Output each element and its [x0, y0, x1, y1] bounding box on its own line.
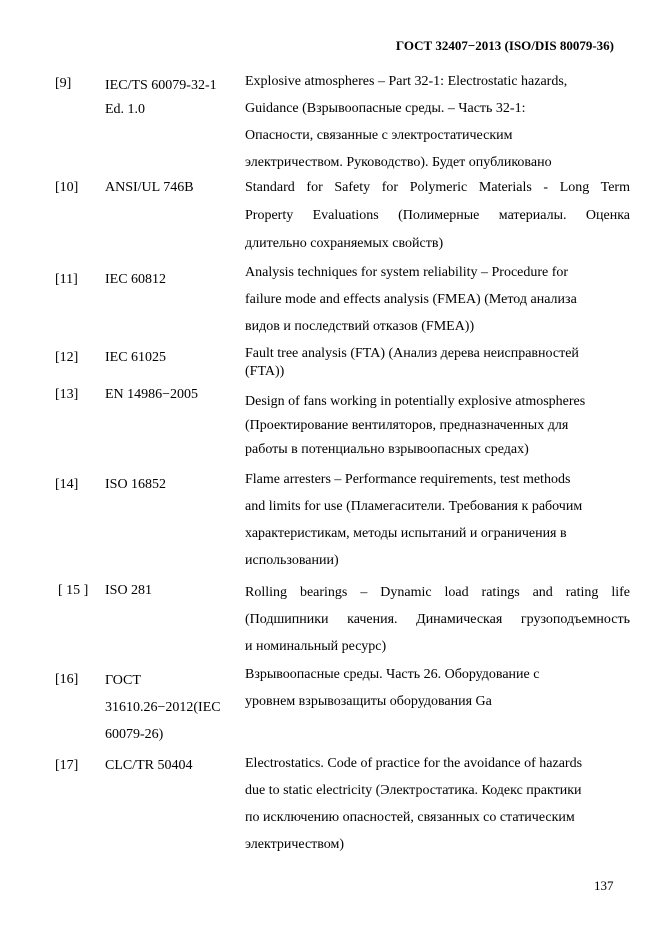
page-number: 137: [594, 878, 614, 893]
reference-standard: IEC 61025: [105, 350, 167, 365]
reference-description: Flame arresters – Performance requirements, test methods and limits for use (Пламегасители. Требования к рабочим характеристикам, методы испытаний и ограничения в использовании): [245, 472, 583, 568]
reference-description: Electrostatics. Code of practice for the avoidance of hazards due to static electricity (Электростатика. Кодекс практики по исключению опасностей, связанных со статическим электричеством): [245, 756, 583, 852]
reference-description: Rolling bearings – Dynamic load ratings and rating life (Подшипники качения. Динамическая грузоподъемность и номинальный ресурс): [245, 585, 630, 654]
reference-standard: ISO 16852: [105, 477, 167, 492]
reference-number: [12]: [55, 350, 79, 365]
reference-standard: IEC/TS 60079-32-1 Ed. 1.0: [105, 78, 217, 117]
reference-number: [14]: [55, 477, 79, 492]
reference-number: [10]: [55, 180, 79, 195]
reference-standard: EN 14986−2005: [105, 387, 199, 402]
page-header: ГОСТ 32407−2013 (ISO/DIS 80079-36): [395, 38, 614, 53]
reference-description: Взрывоопасные среды. Часть 26. Оборудование с уровнем взрывозащиты оборудования Ga: [245, 667, 540, 709]
reference-description: Standard for Safety for Polymeric Materials - Long Term Property Evaluations (Полимерные материалы. Оценка длительно сохраняемых свойств): [245, 180, 630, 251]
reference-number: [13]: [55, 387, 79, 402]
reference-number: [ 15 ]: [58, 583, 89, 598]
reference-standard: IEC 60812: [105, 272, 167, 287]
reference-description: Design of fans working in potentially explosive atmospheres (Проектирование вентиляторов, предназначенных для работы в потенциально взрывоопасных средах): [245, 394, 586, 457]
reference-standard: ГОСТ 31610.26−2012(IEC 60079-26): [105, 673, 221, 742]
reference-standard: CLC/TR 50404: [105, 758, 193, 773]
reference-description: Explosive atmospheres – Part 32-1: Electrostatic hazards, Guidance (Взрывоопасные среды. – Часть 32-1: Опасности, связанные с электростатическим электричеством. Руководство). Будет опубликовано: [245, 74, 568, 170]
reference-standard: ANSI/UL 746B: [105, 180, 194, 195]
reference-number: [16]: [55, 672, 79, 687]
reference-description: Fault tree analysis (FTA) (Анализ дерева неисправностей (FTA)): [245, 346, 579, 379]
reference-number: [11]: [55, 272, 78, 287]
reference-number: [9]: [55, 76, 72, 91]
reference-number: [17]: [55, 758, 79, 773]
reference-standard: ISO 281: [105, 583, 153, 598]
reference-description: Analysis techniques for system reliability – Procedure for failure mode and effects analysis (FMEA) (Метод анализа видов и последствий отказов (FMEA)): [245, 265, 577, 334]
